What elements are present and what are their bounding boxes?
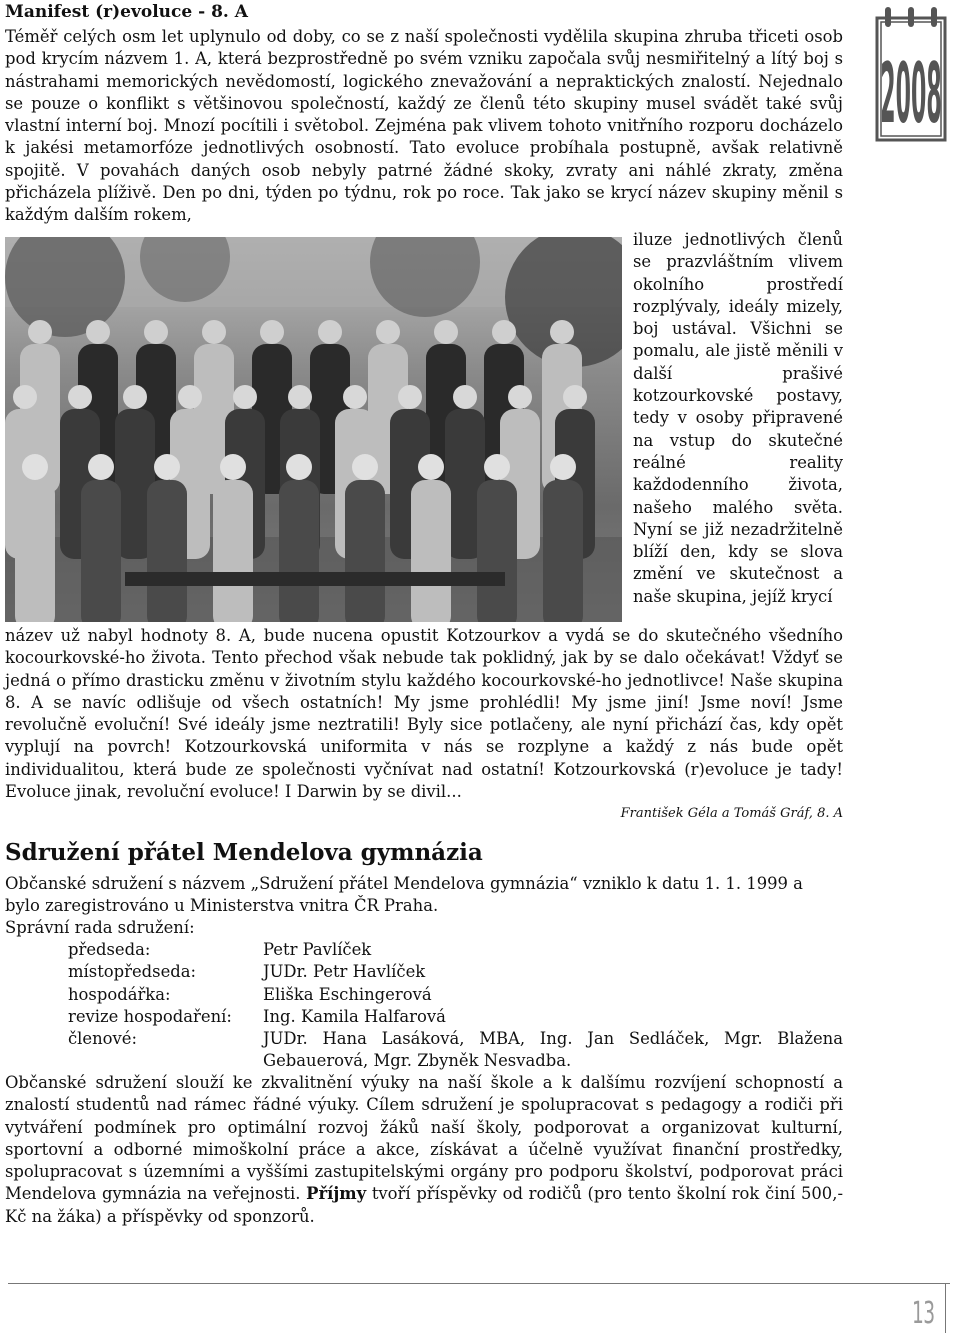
board-name: Ing. Kamila Halfarová xyxy=(263,1006,446,1026)
person-head xyxy=(434,320,458,344)
person-head xyxy=(123,385,147,409)
person-head xyxy=(144,320,168,344)
footer-rule xyxy=(8,1283,950,1284)
income-text: tvoří příspěvky od rodičů (pro tento školní rok činí 500,- Kč na žáka) a příspěvky od sponzorů. xyxy=(5,1184,843,1226)
board-list xyxy=(5,939,843,1073)
board-row xyxy=(5,1006,843,1028)
person-head xyxy=(260,320,284,344)
person-silhouette xyxy=(15,480,55,622)
board-name: JUDr. Petr Havlíček xyxy=(263,962,426,982)
board-role: místopředseda: xyxy=(68,962,197,982)
person-head xyxy=(13,385,37,409)
person-head xyxy=(550,454,576,480)
person-head xyxy=(398,385,422,409)
board-row xyxy=(5,1028,843,1073)
footer-rule-vertical xyxy=(945,1283,946,1333)
person-head xyxy=(318,320,342,344)
board-role: předseda: xyxy=(68,940,151,959)
person-head xyxy=(343,385,367,409)
person-head xyxy=(563,385,587,409)
person-head xyxy=(28,320,52,344)
board-name: Petr Pavlíček xyxy=(263,940,372,959)
association-purpose: Občanské sdružení slouží ke zkvalitnění výuky na naší škole a k dalšímu rozvíjení schopností a znalostí studentů nad rámec řádné výuky. Cílem sdružení je spolupracovat s pedagogy a rodiči při vytváření podmínek pro optimální rozvoj žáků naší školy, podporovat a organizovat kulturní, sportovní a odborné mimoškolní práce a akce, získávat a účelně využívat finanční prostředky, spolupracovat s územními a vyššími zastupitelskými orgány pro podporu školství, podporovat práci Mendelova gymnázia na veřejnosti. xyxy=(5,1073,843,1204)
board-label: Správní rada sdružení: xyxy=(5,918,195,937)
person-head xyxy=(492,320,516,344)
person-head xyxy=(178,385,202,409)
board-row xyxy=(5,961,843,983)
class-photo xyxy=(5,237,622,622)
person-head xyxy=(508,385,532,409)
article-intro-paragraph: Téměř celých osm let uplynulo od doby, co se z naší společnosti vydělila skupina zhruba třiceti osob pod krycím názvem 1. A, která bezprostředně po svém vzniku započala svůj nesmiřitelný a lítý boj s nástrahami memorických nevědomostí, logického znevažování a nepraktických znalostí. Nejednalo se pouze o konflikt s většinovou společností, každý ze členů této skupiny musel svádět také svůj vlastní interní boj. Mnozí pocítili i světobol. Zejména pak vlivem tohoto vnitřního rozporu docházelo k jakési metamorfóze jednotlivých osobností. Tato evoluce probíhala postupně, avšak relativně spojitě. V povahách daných osob nebyly patrné žádné skoky, zvraty ani náhlé zkraty, změna přicházela plíživě. Den po dni, týden po týdnu, rok po roce. Tak jako se krycí název skupiny měnil s každým dalším rokem, xyxy=(5,27,843,225)
person-head xyxy=(288,385,312,409)
calendar-year: 2008 xyxy=(880,46,942,143)
person-silhouette xyxy=(147,480,187,622)
person-silhouette xyxy=(81,480,121,622)
person-head xyxy=(202,320,226,344)
article-signature: František Géla a Tomáš Gráf, 8. A xyxy=(620,806,843,821)
association-intro: Občanské sdružení s názvem „Sdružení přátel Mendelova gymnázia“ vzniklo k datu 1. 1. 1999 a bylo zaregistrováno u Ministerstva vnitra ČR Praha. xyxy=(5,874,803,916)
article-title: Manifest (r)evoluce - 8. A xyxy=(5,2,248,22)
person-head xyxy=(484,454,510,480)
person-head xyxy=(352,454,378,480)
person-head xyxy=(550,320,574,344)
board-name: JUDr. Hana Lasáková, MBA, Ing. Jan Sedláček, Mgr. Blažena Gebauerová, Mgr. Zbyněk Nesvadba. xyxy=(263,1029,843,1071)
person-head xyxy=(233,385,257,409)
person-head xyxy=(286,454,312,480)
person-head xyxy=(376,320,400,344)
association-title: Sdružení přátel Mendelova gymnázia xyxy=(5,839,483,866)
calendar-year-icon xyxy=(873,4,949,144)
person-silhouette xyxy=(477,480,517,622)
person-head xyxy=(22,454,48,480)
person-head xyxy=(453,385,477,409)
association-body xyxy=(5,1072,843,1228)
person-silhouette xyxy=(213,480,253,622)
person-head xyxy=(154,454,180,480)
person-head xyxy=(88,454,114,480)
person-silhouette xyxy=(345,480,385,622)
board-row xyxy=(5,939,843,961)
board-row xyxy=(5,984,843,1006)
person-head xyxy=(418,454,444,480)
board-role: hospodářka: xyxy=(68,984,171,1004)
article-closing-paragraph: název už nabyl hodnoty 8. A, bude nucena opustit Kotzourkov a vydá se do skutečného všedního kocourkovské-ho života. Tento přechod však nebude tak poklidný, jak by se dalo očekávat! Vždyť se jedná o přímo drasticku změnu v životním stylu každého kocourkovské-ho jednotlivce! Naše skupina 8. A se navíc odlišuje od všech ostatních! My jsme prohlédli! My jsme jiní! Jsme noví! Jsme revolučně evoluční! Své ideály jsme neztratili! Byly sice potlačeny, ale nyní přichází čas, kdy opět vyplují na povrch! Kotzourkovská uniformita v nás se rozplyne a každý z nás bude opět individualitou, která bude ze společnosti vyčnívat nad ostatní! Kotzourkovská (r)evoluce je tady! Evoluce jinak, revoluční evoluce! I Darwin by se divil... xyxy=(5,626,843,802)
board-role: revize hospodaření: xyxy=(68,1006,232,1026)
bench xyxy=(125,572,505,586)
person-head xyxy=(86,320,110,344)
person-silhouette xyxy=(543,480,583,622)
page-number: 13 xyxy=(912,1296,935,1331)
person-silhouette xyxy=(279,480,319,622)
person-head xyxy=(220,454,246,480)
income-label: Příjmy xyxy=(306,1184,367,1204)
person-head xyxy=(68,385,92,409)
class-photo-illustration xyxy=(5,237,622,622)
board-role: členové: xyxy=(68,1029,138,1049)
article-side-paragraph: iluze jednotlivých členů se prazvláštním vlivem okolního prostředí rozplývaly, ideály mizely, boj ustával. Všichni se pomalu, ale jistě měnili v další prašivé kotzourkovské postavy, tedy v osoby připravené na vstup do skutečné reálné reality každodenního života, našeho malého světa. Nyní se již nezadržitelně blíží den, kdy se slova změní ve skutečnost a naše skupina, jejíž krycí xyxy=(633,230,843,606)
person-silhouette xyxy=(411,480,451,622)
board-name: Eliška Eschingerová xyxy=(263,984,432,1004)
